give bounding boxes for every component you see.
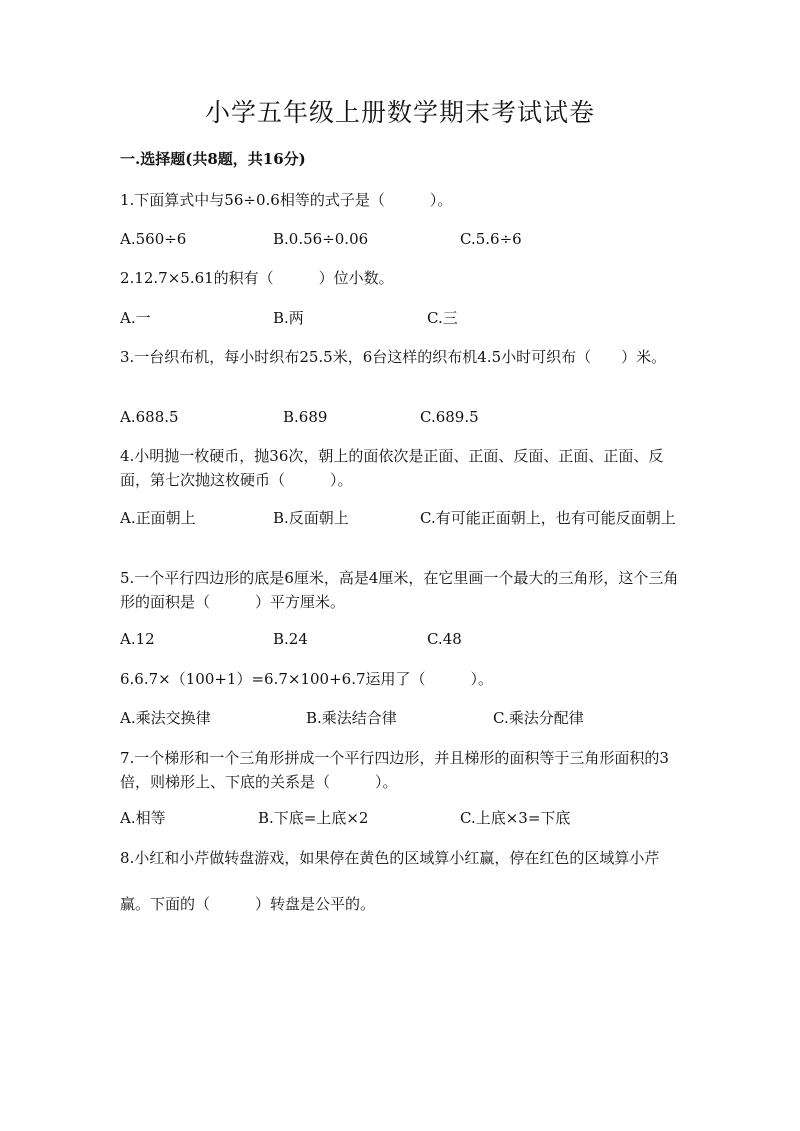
question-5: 5.一个平行四边形的底是6厘米，高是4厘米，在它里画一个最大的三角形，这个三角形的面积是（ ）平方厘米。 — [120, 569, 679, 611]
question-1-option-b: B.0.56÷0.06 — [273, 230, 369, 248]
question-2-option-c: C.三 — [427, 309, 458, 327]
question-1: 1.下面算式中与56÷0.6相等的式子是（ ）。 — [120, 191, 453, 209]
question-4-option-a: A.正面朝上 — [120, 509, 196, 527]
question-6: 6.6.7×（100+1）=6.7×100+6.7运用了（ ）。 — [120, 670, 494, 688]
question-5-option-c: C.48 — [427, 630, 462, 648]
question-6-option-b: B.乘法结合律 — [306, 709, 397, 727]
question-1-option-a: A.560÷6 — [120, 230, 187, 248]
question-6-option-a: A.乘法交换律 — [120, 709, 211, 727]
question-6-option-c: C.乘法分配律 — [493, 709, 584, 727]
question-1-option-c: C.5.6÷6 — [460, 230, 522, 248]
question-3: 3.一台织布机，每小时织布25.5米，6台这样的织布机4.5小时可织布（ ）米。 — [120, 348, 667, 366]
section-header: 一.选择题(共8题，共16分) — [120, 150, 306, 168]
question-2-option-b: B.两 — [273, 309, 304, 327]
question-3-option-c: C.689.5 — [420, 408, 479, 426]
question-3-option-b: B.689 — [283, 408, 328, 426]
question-5-option-a: A.12 — [120, 630, 155, 648]
question-7-option-b: B.下底=上底×2 — [258, 809, 369, 827]
question-8: 8.小红和小芹做转盘游戏，如果停在黄色的区域算小红赢，停在红色的区域算小芹赢。下面的（ ）转盘是公平的。 — [120, 849, 660, 913]
question-2: 2.12.7×5.61的积有（ ）位小数。 — [120, 269, 394, 287]
question-4-option-c: C.有可能正面朝上，也有可能反面朝上 — [420, 509, 676, 527]
question-7-option-a: A.相等 — [120, 809, 166, 827]
question-7: 7.一个梯形和一个三角形拼成一个平行四边形，并且梯形的面积等于三角形面积的3倍，则梯形上、下底的关系是（ ）。 — [120, 749, 669, 791]
question-3-option-a: A.688.5 — [120, 408, 179, 426]
question-7-option-c: C.上底×3=下底 — [460, 809, 571, 827]
exam-title: 小学五年级上册数学期末考试试卷 — [204, 98, 595, 127]
question-4: 4.小明抛一枚硬币，抛36次，朝上的面依次是正面、正面、反面、正面、正面、反面，第七次抛这枚硬币（ ）。 — [120, 447, 664, 489]
question-4-option-b: B.反面朝上 — [273, 509, 349, 527]
question-5-option-b: B.24 — [273, 630, 308, 648]
question-2-option-a: A.一 — [120, 309, 151, 327]
